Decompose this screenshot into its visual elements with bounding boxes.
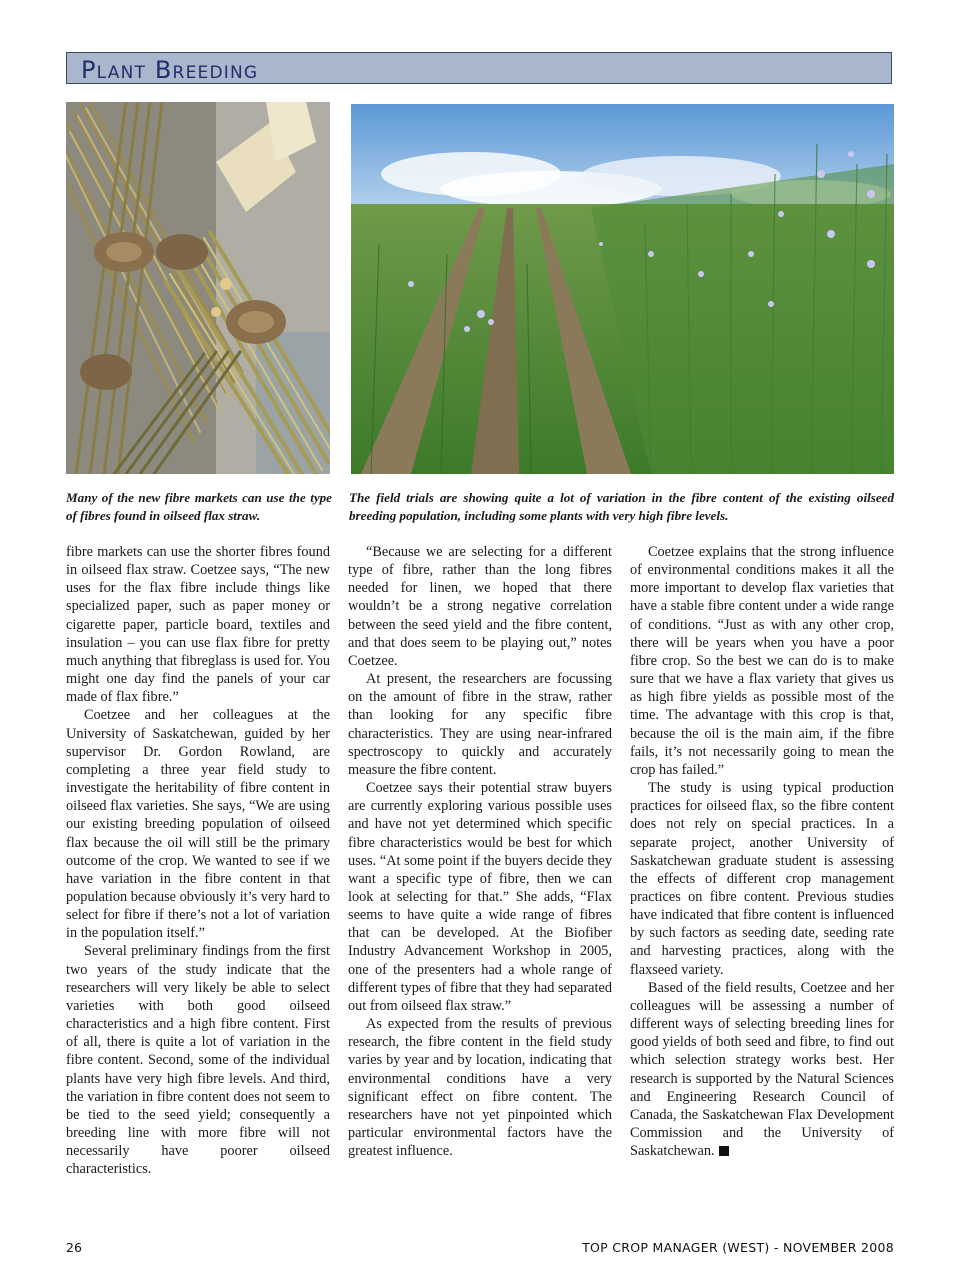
section-banner bbox=[66, 52, 892, 84]
magazine-footer: TOP CROP MANAGER (WEST) - NOVEMBER 2008 bbox=[582, 1240, 894, 1255]
photo-caption-right: The field trials are showing quite a lot of variation in the fibre content of the existing oilseed breeding population, including some plants with very high fibre levels. bbox=[349, 490, 894, 523]
article-column-3 bbox=[630, 543, 894, 1160]
paragraph: Coetzee explains that the strong influence of environmental conditions makes it all the more important to develop flax varieties that have a stable fibre content under a wide range of conditions. “Just as with any other crop, there will be years when you have a poor fibre crop. So the best we can do is to make sure that we have a flax variety that gives us as high fibre yields as possible most of the time. The advantage with this crop is that, because the oil is the main aim, if the fibre fails, it’s not necessarily going to mean the crop has failed.” bbox=[630, 544, 894, 778]
photo-caption-left: Many of the new fibre markets can use the type of fibres found in oilseed flax straw. bbox=[66, 490, 332, 523]
page-number: 26 bbox=[66, 1240, 82, 1255]
article-column-1 bbox=[66, 543, 330, 1178]
section-title: Plant Breeding bbox=[81, 56, 259, 84]
flax-straw-bundles-photo bbox=[66, 102, 330, 474]
paragraph: Several preliminary findings from the first two years of the study indicate that the researchers will very likely be able to select varieties with both good oilseed characteristics and a high fibre content. First of all, there is quite a lot of variation in the fibre content. Second, some of the individual plants have very high fibre levels. And third, the variation in fibre content does not seem to be tied to the seed yield; consequently a breeding line with more fibre will not necessarily have poorer oilseed characteristics. bbox=[66, 943, 330, 1178]
paragraph: fibre markets can use the shorter fibres found in oilseed flax straw. Coetzee says, “The new uses for the flax fibre include things like specialized paper, such as paper money or cigarette paper, particle board, textiles and insulation – you can use flax fibre for pretty much anything that fibreglass is used for. You might one day find the panels of your car made of flax fibre.” bbox=[66, 544, 330, 706]
paragraph: “Because we are selecting for a different type of fibre, rather than the long fibres needed for linen, we hoped that there wouldn’t be a strong negative correlation between the seed yield and the fibre content, and that does seem to be playing out,” notes Coetzee. bbox=[348, 544, 612, 669]
last-paragraph bbox=[630, 979, 894, 1161]
paragraph-text: Based of the field results, Coetzee and her colleagues will be assessing a number of different ways of selecting breeding lines for good yields of both seed and fibre, to find out which selection strategy works best. Her research is supported by the Natural Sciences and Engineering Research Council of Canada, the Saskatchewan Flax Development Commission and the University of Saskatchewan. bbox=[630, 979, 894, 1160]
article-column-2 bbox=[348, 543, 612, 1160]
end-mark-icon bbox=[719, 1146, 729, 1156]
flax-field-trials-photo bbox=[351, 104, 894, 474]
paragraph: Coetzee and her colleagues at the University of Saskatchewan, guided by her supervisor Dr. Gordon Rowland, are completing a three year field study to investigate the heritability of fibre content in oilseed flax varieties. She says, “We are using our existing breeding population of oilseed flax because the oil will still be the primary outcome of the crop. We wanted to see if we have variation in the fibre content in that population because obviously it’s very hard to select for fibre if there’s not a lot of variation in the population itself.” bbox=[66, 707, 330, 942]
paragraph: At present, the researchers are focussing on the amount of fibre in the straw, rather than looking for any specific fibre characteristics. They are using near-infrared spectroscopy to quickly and accurately measure the fibre content. bbox=[348, 671, 612, 778]
paragraph: The study is using typical production practices for oilseed flax, so the fibre content does not rely on special practices. In a separate project, another University of Saskatchewan graduate student is assessing the effects of different crop management practices on fibre content. Previous studies have indicated that fibre content is influenced by such factors as seeding date, seeding rate and harvesting practices, along with the flaxseed variety. bbox=[630, 780, 894, 978]
paragraph: As expected from the results of previous research, the fibre content in the field study varies by year and by location, indicating that environmental conditions have a very significant effect on fibre content. The researchers have not yet pinpointed which particular environmental factors have the greatest influence. bbox=[348, 1016, 612, 1160]
paragraph: Coetzee says their potential straw buyers are currently exploring various possible uses and have not yet determined which specific fibre characteristics would be best for which uses. “At some point if the buyers decide they want a specific type of fibre, then we can look at selecting for that.” She adds, “Flax seems to have quite a wide range of fibres that can be developed. At the Biofiber Industry Advancement Workshop in 2005, one of the presenters had a whole range of different types of fibre that they had separated out from oilseed flax straw.” bbox=[348, 780, 612, 1014]
